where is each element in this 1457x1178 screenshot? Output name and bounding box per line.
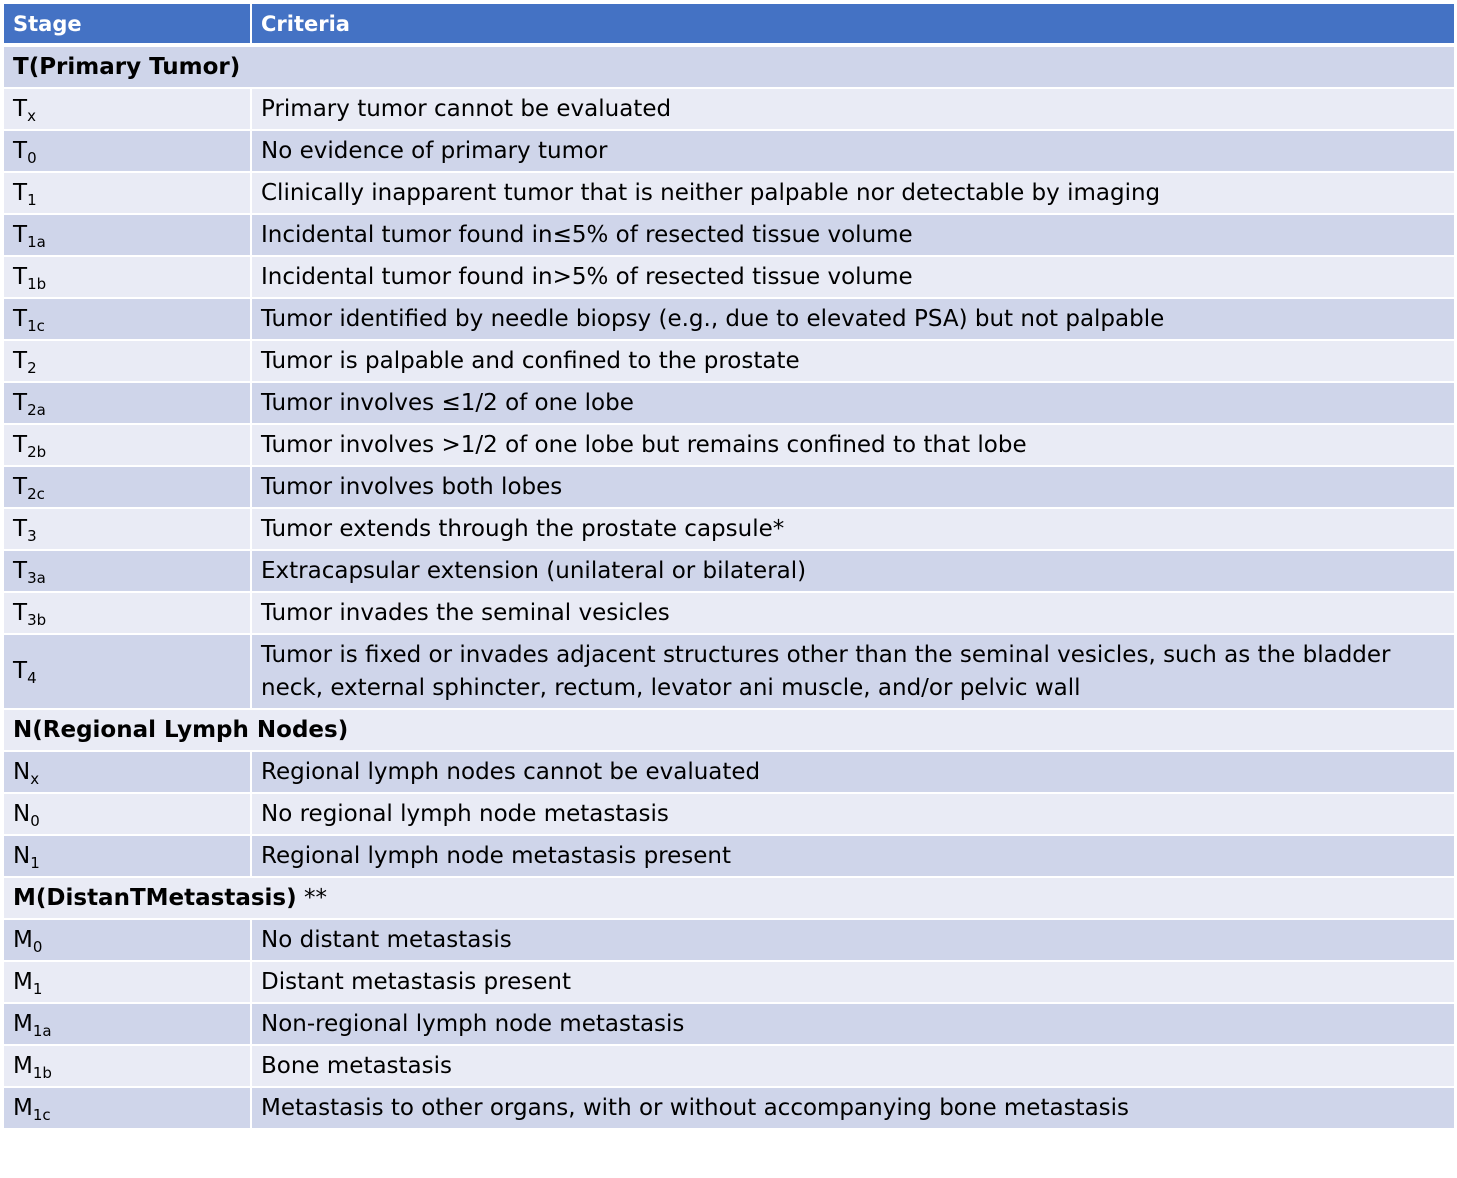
criteria-cell: Tumor involves >1/2 of one lobe but remains confined to that lobe (251, 424, 1455, 466)
stage-letter: T (13, 516, 28, 542)
stage-letter: M (13, 1011, 33, 1037)
stage-cell (3, 961, 251, 1003)
section-row (3, 709, 1455, 751)
stage-letter: T (13, 264, 28, 290)
table-row (3, 508, 1455, 550)
stage-subscript: 1c (32, 1106, 51, 1124)
criteria-cell: Bone metastasis (251, 1045, 1455, 1087)
criteria-cell: No evidence of primary tumor (251, 130, 1455, 172)
criteria-cell: Regional lymph nodes cannot be evaluated (251, 751, 1455, 793)
table-row (3, 919, 1455, 961)
footnote-mark: ** (296, 885, 327, 911)
table-row (3, 550, 1455, 592)
stage-cell (3, 550, 251, 592)
table-row (3, 592, 1455, 634)
table-row (3, 961, 1455, 1003)
criteria-cell: Tumor involves ≤1/2 of one lobe (251, 382, 1455, 424)
table-row (3, 835, 1455, 877)
stage-letter: N (13, 801, 31, 827)
table-row (3, 298, 1455, 340)
stage-subscript: 3b (27, 611, 47, 629)
stage-letter: T (13, 600, 28, 626)
criteria-cell: Tumor is fixed or invades adjacent structures other than the seminal vesicles, such as the bladder neck, external sphincter, rectum, levator ani muscle, and/or pelvic wall (251, 634, 1455, 709)
criteria-cell: Tumor identified by needle biopsy (e.g., due to elevated PSA) but not palpable (251, 298, 1455, 340)
tnm-staging-table (2, 2, 1456, 1130)
stage-subscript: 0 (27, 149, 37, 167)
stage-subscript: 0 (30, 812, 40, 830)
table-row (3, 1045, 1455, 1087)
header-stage: Stage (3, 3, 251, 45)
stage-subscript: 2a (27, 401, 46, 419)
table-row (3, 793, 1455, 835)
stage-cell (3, 1087, 251, 1129)
stage-cell (3, 256, 251, 298)
stage-letter: M (13, 1053, 33, 1079)
stage-letter: T (13, 558, 28, 584)
table-row (3, 382, 1455, 424)
section-row (3, 45, 1455, 88)
stage-letter: T (13, 390, 28, 416)
stage-cell (3, 130, 251, 172)
stage-cell (3, 298, 251, 340)
criteria-cell: Metastasis to other organs, with or without accompanying bone metastasis (251, 1087, 1455, 1129)
header-row (3, 3, 1455, 45)
stage-letter: T (13, 432, 28, 458)
stage-cell (3, 634, 251, 709)
stage-cell (3, 340, 251, 382)
stage-cell (3, 835, 251, 877)
stage-letter: M (13, 1095, 33, 1121)
stage-cell (3, 751, 251, 793)
stage-subscript: 1 (27, 191, 37, 209)
section-title (3, 45, 1455, 88)
criteria-cell: Primary tumor cannot be evaluated (251, 88, 1455, 130)
stage-subscript: 1a (27, 233, 46, 251)
stage-subscript: 2c (27, 485, 45, 503)
criteria-cell: No regional lymph node metastasis (251, 793, 1455, 835)
stage-subscript: 2b (27, 443, 47, 461)
section-title (3, 877, 1455, 919)
criteria-cell: Incidental tumor found in≤5% of resected tissue volume (251, 214, 1455, 256)
criteria-cell: Regional lymph node metastasis present (251, 835, 1455, 877)
stage-subscript: 1b (32, 1064, 52, 1082)
stage-letter: T (13, 474, 28, 500)
stage-letter: T (13, 306, 28, 332)
section-title (3, 709, 1455, 751)
stage-letter: M (13, 927, 33, 953)
table-row (3, 751, 1455, 793)
stage-subscript: 1 (30, 854, 40, 872)
table-row (3, 1087, 1455, 1129)
table-row (3, 172, 1455, 214)
table-row (3, 256, 1455, 298)
stage-subscript: 1c (27, 317, 45, 335)
stage-cell (3, 214, 251, 256)
criteria-cell: Extracapsular extension (unilateral or bilateral) (251, 550, 1455, 592)
section-title-text: N(Regional Lymph Nodes) (13, 717, 349, 743)
stage-letter: T (13, 180, 28, 206)
stage-cell (3, 382, 251, 424)
criteria-cell: Clinically inapparent tumor that is neither palpable nor detectable by imaging (251, 172, 1455, 214)
stage-cell (3, 88, 251, 130)
stage-cell (3, 424, 251, 466)
table-row (3, 88, 1455, 130)
criteria-cell: Non-regional lymph node metastasis (251, 1003, 1455, 1045)
table-body (3, 45, 1455, 1129)
stage-letter: M (13, 969, 33, 995)
criteria-cell: Distant metastasis present (251, 961, 1455, 1003)
stage-cell (3, 1003, 251, 1045)
stage-subscript: 3 (27, 527, 37, 545)
stage-subscript: 2 (27, 359, 37, 377)
stage-cell (3, 793, 251, 835)
stage-cell (3, 508, 251, 550)
stage-subscript: 4 (27, 669, 37, 687)
criteria-cell: Incidental tumor found in>5% of resected tissue volume (251, 256, 1455, 298)
stage-subscript: 0 (32, 938, 43, 956)
criteria-cell: No distant metastasis (251, 919, 1455, 961)
stage-subscript: 1b (27, 275, 47, 293)
stage-cell (3, 1045, 251, 1087)
section-row (3, 877, 1455, 919)
criteria-cell: Tumor is palpable and confined to the prostate (251, 340, 1455, 382)
stage-letter: T (13, 138, 28, 164)
table-row (3, 130, 1455, 172)
stage-cell (3, 592, 251, 634)
stage-cell (3, 172, 251, 214)
stage-letter: T (13, 96, 28, 122)
stage-cell (3, 466, 251, 508)
stage-letter: T (13, 658, 28, 684)
stage-subscript: 3a (27, 569, 46, 587)
table-row (3, 424, 1455, 466)
table-row (3, 214, 1455, 256)
criteria-cell: Tumor extends through the prostate capsule* (251, 508, 1455, 550)
section-title-text: M(DistanTMetastasis) (13, 885, 297, 911)
stage-letter: T (13, 222, 28, 248)
table-row (3, 340, 1455, 382)
table-row (3, 466, 1455, 508)
stage-subscript: 1a (32, 1022, 52, 1040)
stage-letter: T (13, 348, 28, 374)
table-row (3, 634, 1455, 709)
stage-subscript: x (30, 770, 40, 788)
header-criteria: Criteria (251, 3, 1455, 45)
stage-cell (3, 919, 251, 961)
section-title-text: T(Primary Tumor) (13, 54, 241, 80)
criteria-cell: Tumor invades the seminal vesicles (251, 592, 1455, 634)
table-row (3, 1003, 1455, 1045)
criteria-cell: Tumor involves both lobes (251, 466, 1455, 508)
table-header (3, 3, 1455, 45)
stage-letter: N (13, 759, 31, 785)
stage-subscript: 1 (32, 980, 43, 998)
stage-subscript: x (27, 107, 36, 125)
stage-letter: N (13, 843, 31, 869)
